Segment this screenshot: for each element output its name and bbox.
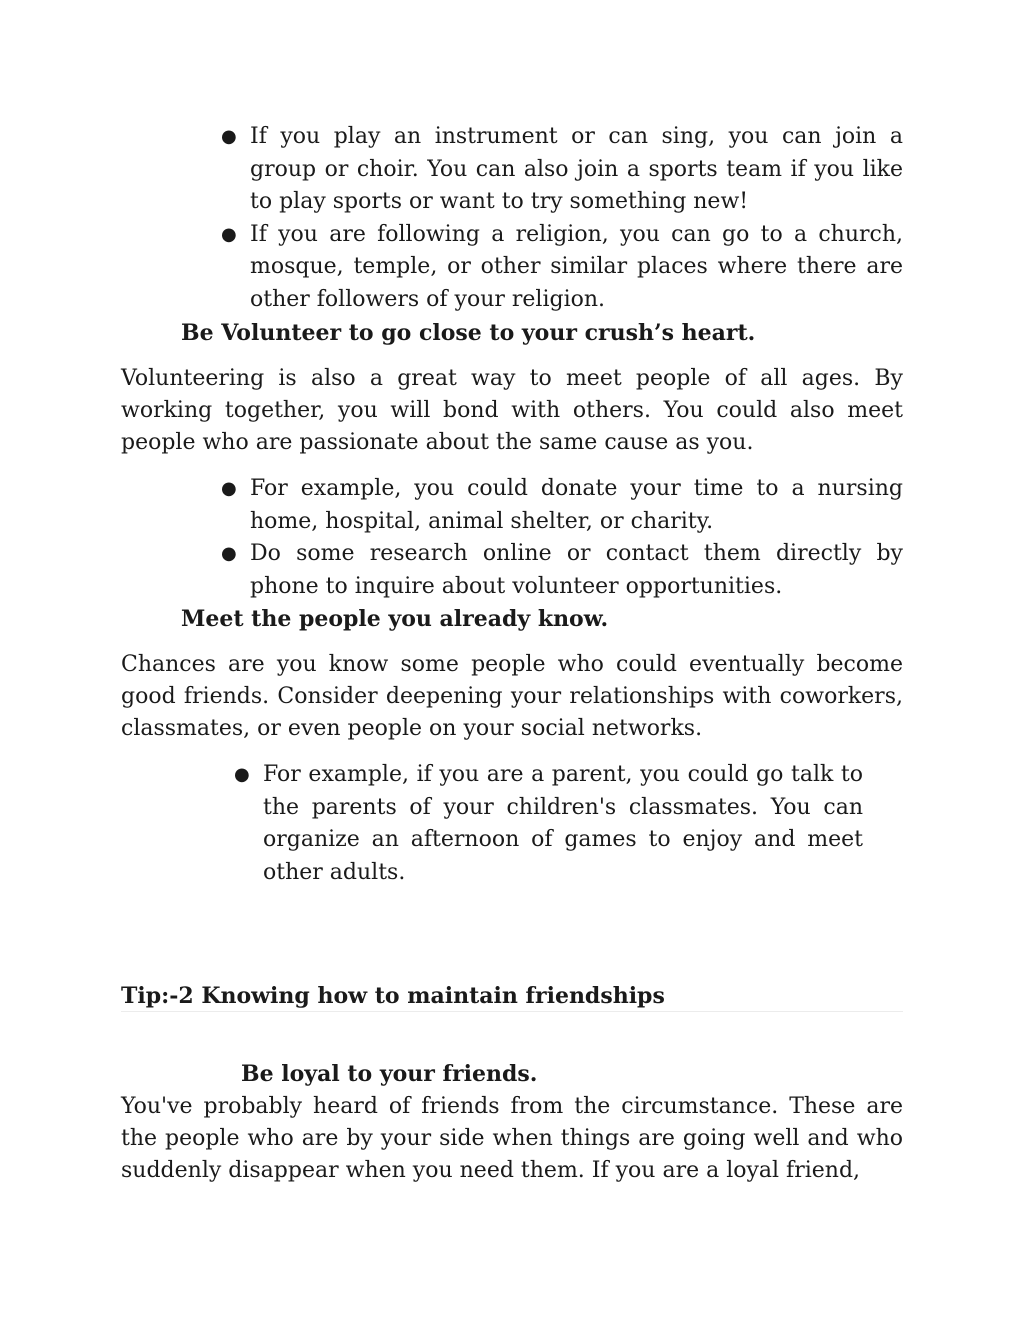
heading-volunteer: Be Volunteer to go close to your crush’s heart. xyxy=(181,320,756,346)
bullet-list-parents xyxy=(234,759,863,889)
heading-loyal: Be loyal to your friends. xyxy=(241,1061,538,1087)
list-item-text: If you are following a religion, you can go to a church, mosque, temple, or other similar places where there are other followers of your religion. xyxy=(250,221,903,312)
list-item xyxy=(234,759,863,889)
section-title: Tip:-2 Knowing how to maintain friendships xyxy=(121,983,665,1009)
heading-meet: Meet the people you already know. xyxy=(181,606,609,632)
list-item-text: For example, if you are a parent, you could go talk to the parents of your children's classmates. You can organize an afternoon of games to enjoy and meet other adults. xyxy=(263,762,863,885)
list-item xyxy=(221,473,903,538)
paragraph-volunteer: Volunteering is also a great way to meet people of all ages. By working together, you will bond with others. You could also meet people who are passionate about the same cause as you. xyxy=(121,366,903,455)
list-item xyxy=(221,538,903,603)
bullet-icon: ● xyxy=(221,478,237,499)
paragraph-meet: Chances are you know some people who could eventually become good friends. Consider deepening your relationships with coworkers, classmates, or even people on your social networks. xyxy=(121,652,903,741)
list-item-text: If you play an instrument or can sing, you can join a group or choir. You can also join a sports team if you like to play sports or want to try something new! xyxy=(250,124,903,214)
bullet-icon: ● xyxy=(221,543,237,564)
bullet-icon: ● xyxy=(221,223,237,245)
list-item xyxy=(221,219,903,317)
bullet-icon: ● xyxy=(234,764,250,785)
bullet-list-volunteer xyxy=(221,473,903,603)
bullet-icon: ● xyxy=(221,126,237,147)
paragraph-loyal: You've probably heard of friends from the circumstance. These are the people who are by your side when things are going well and who suddenly disappear when you need them. If you are a loyal friend, xyxy=(121,1094,903,1183)
bullet-list-groups xyxy=(221,121,903,316)
list-item-text: Do some research online or contact them directly by phone to inquire about volunteer opportunities. xyxy=(250,541,903,599)
list-item-text: For example, you could donate your time to a nursing home, hospital, animal shelter, or charity. xyxy=(250,476,903,534)
section-divider xyxy=(121,1011,903,1012)
list-item xyxy=(221,121,903,219)
